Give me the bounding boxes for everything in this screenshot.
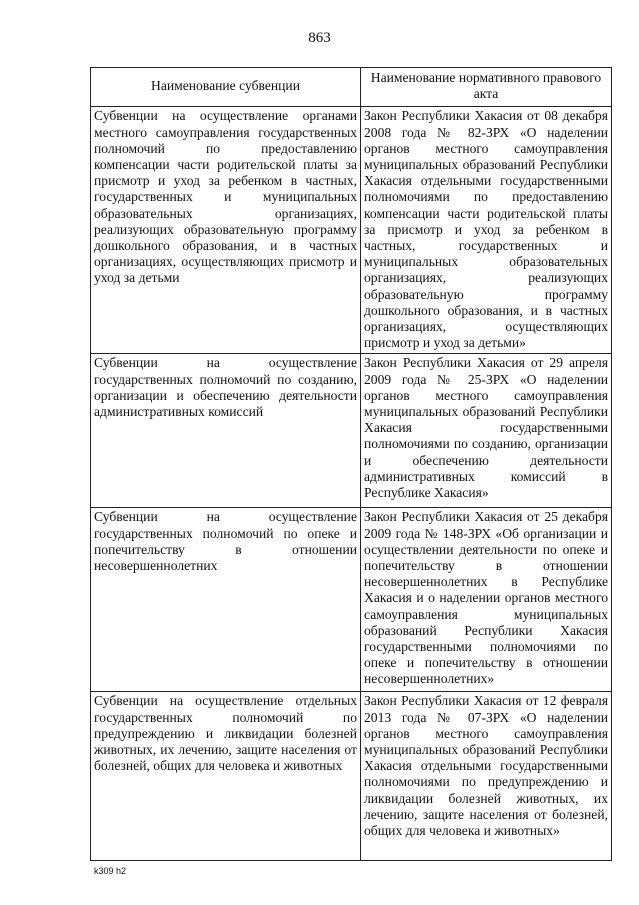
subvention-cell: Субвенции на осуществление отдельных государственных полномочий по предупреждению и ликвидации болезней животных, их лечению, защите населения от болезней, общих для человека и животных (91, 692, 361, 861)
legal-act-cell: Закон Республики Хакасия от 25 декабря 2009 года № 148-ЗРХ «Об организации и осуществлении деятельности по опеке и попечительству в отношении несовершеннолетних в Республике Хакасия и о наделении органов местного самоуправления муниципальных образований Республики Хакасия государственными полномочиями по опеке и попечительству в отношении несовершеннолетних» (361, 508, 612, 692)
header-subvention-name: Наименование субвенции (91, 68, 361, 107)
subventions-table (90, 67, 612, 861)
page-number: 863 (308, 30, 331, 46)
table-row (91, 107, 612, 354)
table-header-row (91, 68, 612, 107)
subvention-cell: Субвенции на осуществление государственных полномочий по опеке и попечительству в отношении несовершеннолетних (91, 508, 361, 692)
table-row (91, 508, 612, 692)
subvention-cell: Субвенции на осуществление органами местного самоуправления государственных полномочий по предоставлению компенсации части родительской платы за присмотр и уход за ребенком в частных, государственных и муниципальных образовательных организациях, реализующих образовательную программу дошкольного образования, и в частных организациях, осуществляющих присмотр и уход за детьми (91, 107, 361, 354)
legal-act-cell: Закон Республики Хакасия от 29 апреля 2009 года № 25-ЗРХ «О наделении органов местного самоуправления муниципальных образований Республики Хакасия государственными полномочиями по созданию, организации и обеспечению деятельности административных комиссий в Республике Хакасия» (361, 354, 612, 508)
header-legal-act-name: Наименование нормативного правового акта (361, 68, 612, 107)
subvention-cell: Субвенции на осуществление государственных полномочий по созданию, организации и обеспечению деятельности административных комиссий (91, 354, 361, 508)
footer-document-code: k309 h2 (94, 866, 127, 876)
legal-act-cell: Закон Республики Хакасия от 12 февраля 2013 года № 07-ЗРХ «О наделении органов местного самоуправления муниципальных образований Республики Хакасия отдельными государственными полномочиями по предупреждению и ликвидации болезней животных, их лечению, защите населения от болезней, общих для человека и животных» (361, 692, 612, 861)
legal-act-cell: Закон Республики Хакасия от 08 декабря 2008 года № 82-ЗРХ «О наделении органов местного самоуправления муниципальных образований Республики Хакасия отдельными государственными полномочиями по предоставлению компенсации части родительской платы за присмотр и уход за ребенком в частных, государственных и муниципальных образовательных организациях, реализующих образовательную программу дошкольного образования, и в частных организациях, осуществляющих присмотр и уход за детьми» (361, 107, 612, 354)
table-row (91, 692, 612, 861)
table-row (91, 354, 612, 508)
